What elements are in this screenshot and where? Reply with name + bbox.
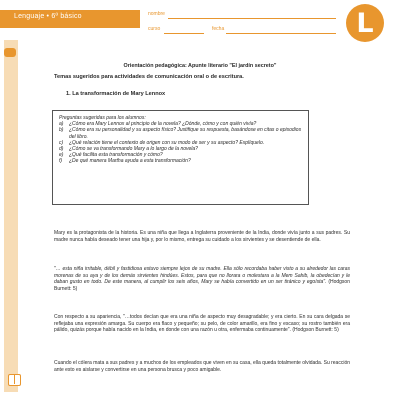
subject-label: Lenguaje • 6º básico [14, 13, 82, 20]
quote-block [54, 266, 350, 292]
side-strip [4, 40, 18, 392]
question-item: f) ¿De qué manera Martha ayuda a esta transformación? [59, 158, 191, 165]
question-item: e) ¿Qué facilita esta transformación y cómo? [59, 152, 163, 159]
questions-heading: Preguntas sugeridas para los alumnos: [59, 115, 146, 121]
date-label: fecha [212, 26, 225, 32]
document-title: Orientación pedagógica: Apunte literario "El jardín secreto" [123, 63, 277, 69]
name-field[interactable] [168, 18, 336, 19]
name-label: nombre [148, 11, 165, 17]
course-label: curso [148, 26, 161, 32]
speech-bubble-icon [4, 48, 16, 57]
question-item: a) ¿Cómo era Mary Lennox al principio de la novela? ¿Dónde, cómo y con quién vivía? [59, 121, 257, 128]
appearance-paragraph [54, 314, 350, 334]
quote-source: (Hodgson Burnett: 5) [54, 279, 350, 292]
question-item: d) ¿Cómo se va transformando Mary a lo largo de la novela? [59, 146, 198, 153]
question-item: c) ¿Qué relación tiene el contexto de origen con su modo de ser y su aspecto? Explíquelo. [59, 139, 265, 146]
closing-paragraph: Cuando el cólera mata a sus padres y a muchos de los empleados que viven en su casa, ella queda totalmente olvidada. Su reacción ante esto es aislarse y convertirse en una persona brusca y poco amigable. [54, 360, 351, 373]
intro-heading: Temas sugeridos para actividades de comunicación oral o de escritura. [54, 74, 244, 80]
subject-logo: L [346, 4, 384, 42]
book-icon [8, 374, 21, 386]
questions-box [52, 110, 309, 205]
quote-text: "… esta niña irritable, débil y fastidiosa estuvo siempre lejos de su madre. Ella sólo recordaba haber visto a su alrededor las caras morenas de su aya y de los demás sirvientes hindúes. Estos, para que no llorara o molestara a la Mem Sahib, la obedecían y le daban gusto en todo. De este manera, al cumplir los seis años, Mary se había convertido en un ser tiránico y egoísta". [54, 266, 350, 285]
appearance-text: Con respecto a su apariencia, "…todos decían que era una niña de aspecto muy desagradable; y era cierto. En su cara delgada se reflejaba una expresión amarga. Su cuerpo era flaco y pequeño; su pelo, de color amarillo, era fino y escaso; su rostro también era pálido, quizás porque había nacido en la India, en donde con una razón u otra, enfermaba continuamente". [54, 314, 350, 333]
course-field[interactable] [164, 33, 204, 34]
section-heading: 1. La transformación de Mary Lennox [66, 91, 166, 97]
paragraph-intro: Mary es la protagonista de la historia. Es una niña que llega a Inglaterra proveniente de la India, donde vivía junto a sus padres. Su madre nunca había deseado tener una hija y, por lo mismo, entrega su cuidado a los sirvientes y se desentiende de ella. [54, 230, 350, 243]
question-item: b) ¿Cómo era su personalidad y su aspecto físico? Justifique su respuesta, basándose en citas o episodios del libro. [59, 127, 302, 140]
appearance-source: (Hodgson Burnett: 5) [292, 327, 339, 333]
date-field[interactable] [226, 33, 336, 34]
